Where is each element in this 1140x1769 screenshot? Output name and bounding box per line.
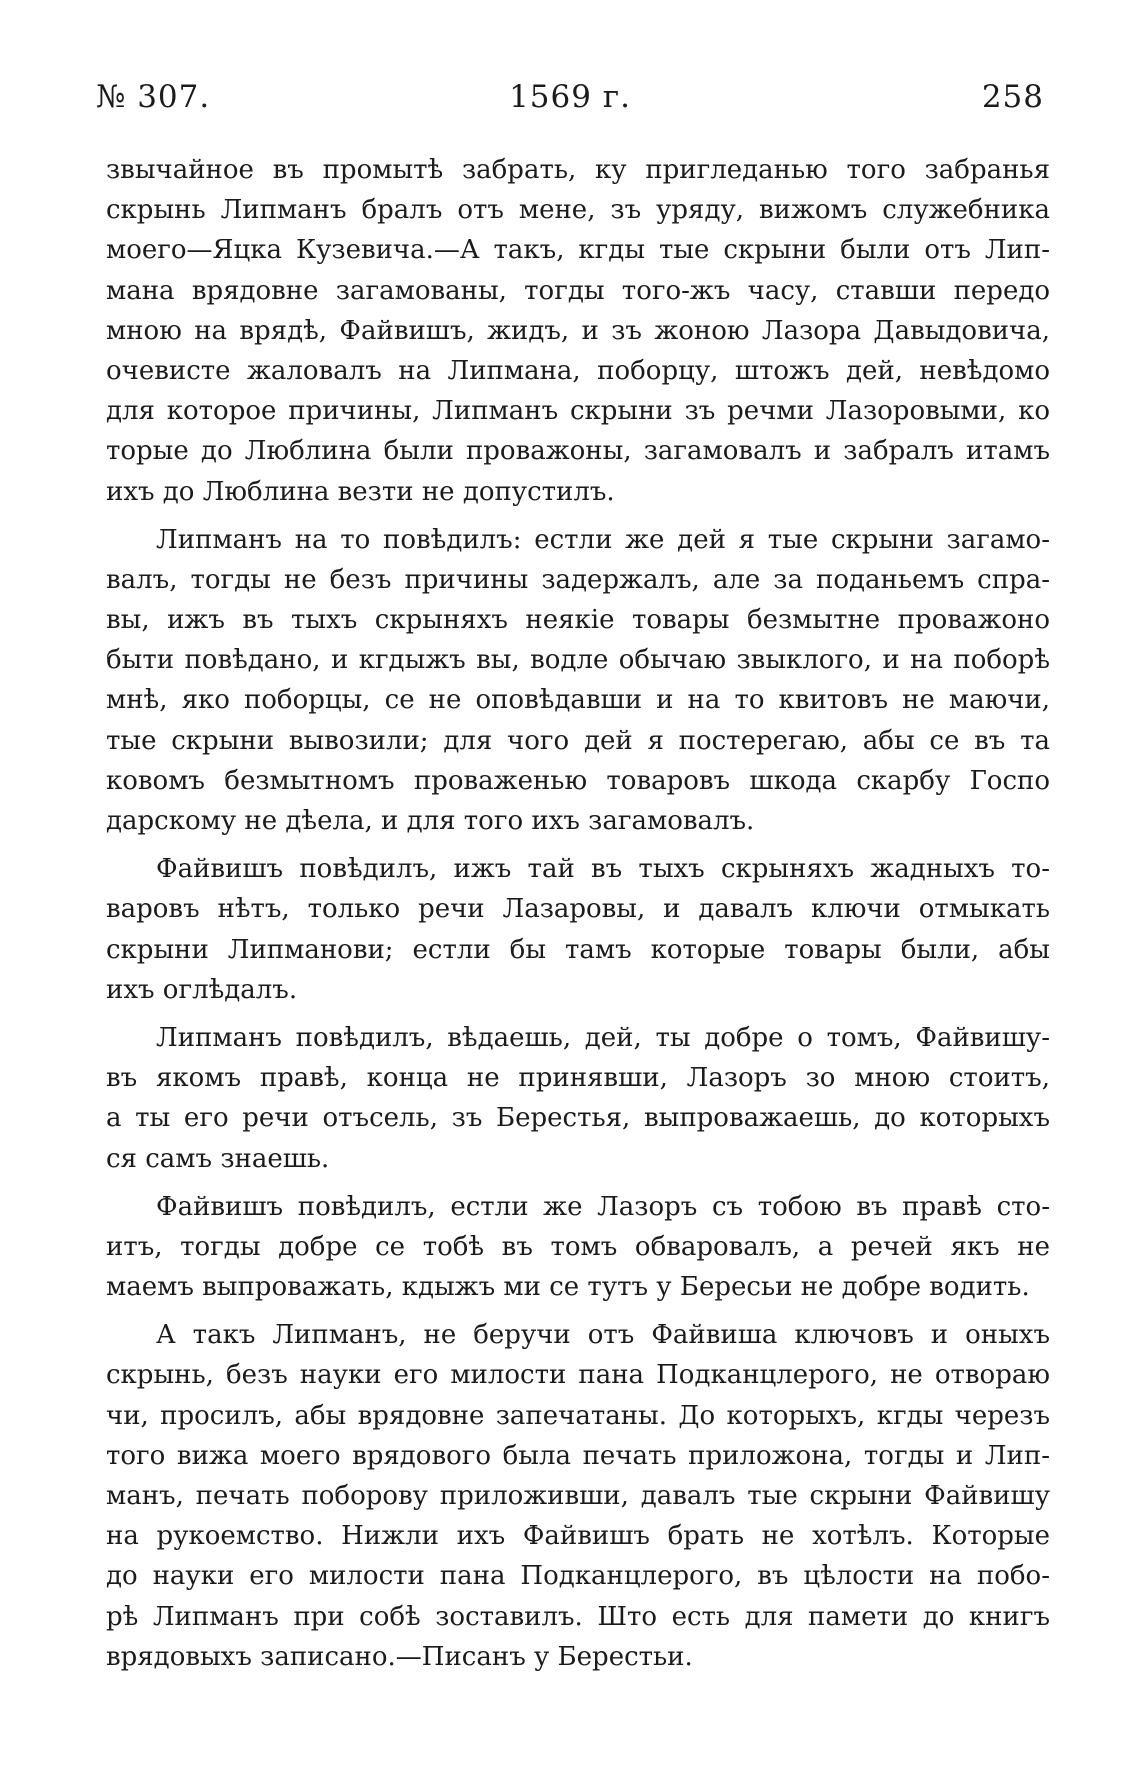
text-line: очевисте жаловалъ на Липмана, поборцу, штожъ дей, невѣдомо (106, 355, 1050, 386)
text-line: до науки его милости пана Подканцлерого, въ цѣлости на побо- (106, 1561, 1050, 1592)
text-line: Файвишъ повѣдилъ, ижъ тай въ тыхъ скрыняхъ жадныхъ то- (156, 854, 1050, 885)
text-line: врядовыхъ записано.—Писанъ у Берестьи. (106, 1641, 693, 1672)
paragraph (106, 1018, 1050, 1179)
text-line: итъ, тогды добре се тобѣ въ томъ обваровалъ, а речей якъ не (106, 1231, 1050, 1262)
text-line: чи, просилъ, абы врядовне запечатаны. До которыхъ, кгды черезъ (106, 1400, 1050, 1431)
text-line: для которое причины, Липманъ скрыни зъ речми Лазоровыми, ко (106, 396, 1050, 427)
text-line: ся самъ знаешь. (106, 1143, 330, 1174)
text-line: ихъ до Люблина везти не допустилъ. (106, 476, 615, 507)
text-line: вы, ижъ въ тыхъ скрыняхъ неякіе товары безмытне проважоно (106, 605, 1050, 636)
paragraph (106, 1315, 1050, 1677)
document-body (106, 150, 1050, 1685)
text-line: Липманъ повѣдилъ, вѣдаешь, дей, ты добре о томъ, Файвишу- (156, 1022, 1050, 1053)
text-line: мною на врядѣ, Файвишъ, жидъ, и зъ жоною Лазора Давыдовича, (106, 315, 1050, 346)
text-line: того вижа моего врядового была печать приложона, тогды и Лип- (106, 1440, 1050, 1471)
text-line: скрыни Липманови; естли бы тамъ которые товары были, абы (106, 934, 1050, 965)
paragraph (106, 150, 1050, 512)
text-line: маемъ выпроважать, кдыжъ ми се тутъ у Бересьи не добре водить. (106, 1272, 1030, 1303)
paragraph (106, 1187, 1050, 1308)
text-line: скрынь, безъ науки его милости пана Подканцлерого, не отвораю (106, 1360, 1050, 1391)
text-line: быти повѣдано, и кгдыжъ вы, водле обычаю звыклого, и на поборѣ (106, 645, 1050, 676)
document-year: 1569 г. (509, 79, 631, 115)
text-line: звычайное въ промытѣ забрать, ку пригледанью того забранья (106, 155, 1050, 185)
text-line: мнѣ, яко поборцы, се не оповѣдавши и на то квитовъ не маючи, (106, 685, 1050, 716)
text-line: скрынь Липманъ бралъ отъ мене, зъ уряду, вижомъ служебника (106, 195, 1050, 226)
text-line: манъ, печать поборову приложивши, давалъ тые скрыни Файвишу (106, 1481, 1050, 1511)
page-number: 258 (981, 79, 1044, 115)
text-line: варовъ нѣтъ, только речи Лазаровы, и давалъ ключи отмыкать (106, 894, 1050, 925)
text-line: тые скрыни вывозили; для чого дей я постерегаю, абы се въ та (106, 725, 1050, 756)
running-header (96, 72, 1044, 122)
text-line: валъ, тогды не безъ причины задержалъ, але за поданьемъ спра- (106, 564, 1050, 595)
text-line: ихъ оглѣдалъ. (106, 974, 298, 1005)
text-line: Липманъ на то повѣдилъ: естли же дей я тые скрыни загамо- (156, 524, 1050, 555)
paragraph (106, 520, 1050, 842)
text-line: дарскому не дѣела, и для того ихъ загамовалъ. (106, 806, 755, 836)
document-number: № 307. (96, 79, 211, 115)
text-line: на рукоемство. Нижли ихъ Файвишъ брать не хотѣлъ. Которые (106, 1521, 1050, 1552)
text-line: а ты его речи отъсель, зъ Берестья, выпроважаешь, до которыхъ (106, 1103, 1050, 1134)
text-line: ковомъ безмытномъ проваженью товаровъ шкода скарбу Госпо (106, 765, 1050, 796)
text-line: торые до Люблина были проважоны, загамовалъ и забралъ итамъ (106, 436, 1050, 467)
text-line: моего—Яцка Кузевича.—А такъ, кгды тые скрыни были отъ Лип- (106, 235, 1050, 266)
paragraph (106, 849, 1050, 1010)
text-line: мана врядовне загамованы, тогды того-жъ часу, ставши передо (106, 275, 1050, 306)
text-line: А такъ Липманъ, не беручи отъ Файвиша ключовъ и оныхъ (156, 1320, 1050, 1351)
text-line: въ якомъ правѣ, конца не принявши, Лазоръ зо мною стоитъ, (106, 1063, 1050, 1094)
text-line: рѣ Липманъ при собѣ зоставилъ. Што есть для памети до книгъ (106, 1601, 1050, 1632)
text-line: Файвишъ повѣдилъ, естли же Лазоръ съ тобою въ правѣ сто- (156, 1191, 1050, 1222)
